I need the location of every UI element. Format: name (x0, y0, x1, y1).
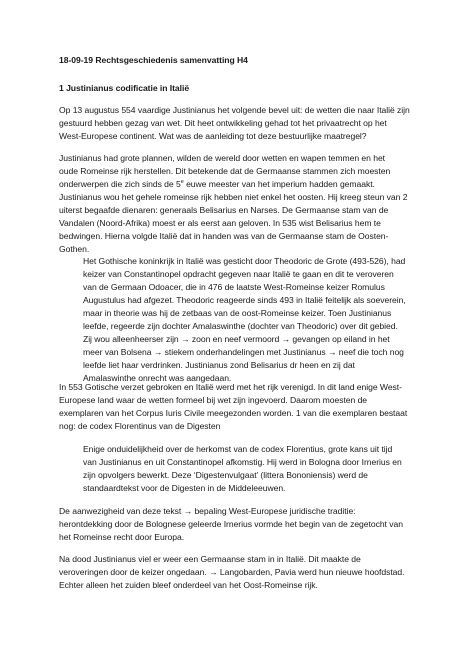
indented-line: meer van Bolsena → stiekem onderhandelingen met Justinianus → neef die toch nog (83, 347, 404, 357)
paragraph-line: West-Europese continent. Wat was de aanleiding tot deze bestuurlijke maatregel? (59, 131, 367, 141)
paragraph-line: In 553 Gotische verzet gebroken en Italië werd met het rijk verenigd. In dit land enige West- (59, 382, 402, 392)
paragraph-line: uiterst begaafde dienaren: generaals Belisarius en Narses. De Germaanse stam van de (59, 205, 389, 215)
paragraph-line: De aanwezigheid van deze tekst → bepaling West-Europese juridische traditie: (59, 506, 356, 516)
indented-line: maar in theorie was hij de zetbaas van de oost-Romeinse keizer. Toen Justinianus (83, 308, 392, 318)
paragraph-line: Vandalen (Noord-Afrika) moest er als eerst aan geloven. In 535 wist Belisarius hem te (59, 218, 381, 228)
indented-line: keizer van Constantinopel opdracht gegeven naar Italië te gaan en dit te veroveren (83, 269, 394, 279)
paragraph-line: veroveringen door de keizer ongedaan. → Langobarden, Pavia werd hun nieuwe hoofdstad. (59, 567, 405, 577)
paragraph-line: gestuurd hebben gezag van wet. Dit heet ontwikkeling gehad tot het privaatrecht op het (59, 118, 387, 128)
indented-line: van Justinianus en uit Constantinopel afkomstig. Hij werd in Bologna door Irnerius en (83, 457, 402, 467)
indented-line: leefde liet haar verdrinken. Justinianus zond Belisarius dr heen en zij dat (83, 360, 355, 370)
paragraph-line: bedwingen. Hierna volgde Italië dat in handen was van de Germaanse stam de Oosten- (59, 231, 389, 241)
section-heading: 1 Justinianus codificatie in Italië (59, 83, 190, 93)
paragraph-line: Gothen. (59, 244, 90, 254)
indented-line: zijn opvolgers bewerkt. Deze ‘Digestenvulgaat’ (littera Bononiensis) werd de (83, 470, 368, 480)
paragraph-line: Echter alleen het zuiden bleef onderdeel van het Oost-Romeinse rijk. (59, 580, 318, 590)
indented-line: Amalaswinthe onrecht was aangedaan. (83, 373, 232, 383)
paragraph-line: oude Romeinse rijk herstellen. Dit betekende dat de Germaanse stammen zich moesten (59, 166, 391, 176)
paragraph-line: Europese land waar de wetten formeel bij wet zijn ingevoerd. Daarom moesten de (59, 395, 368, 405)
indented-line: leefde, regeerde zijn dochter Amalaswinthe (dochter van Theodoric) over dit gebied. (83, 321, 398, 331)
paragraph-line: Na dood Justinianus viel er weer een Germaanse stam in in Italië. Dit maakte de (59, 554, 361, 564)
paragraph-line: Op 13 augustus 554 vaardige Justinianus het volgende bevel uit: de wetten die naar Italië zijn (59, 105, 410, 115)
paragraph-line: herontdekking door de Bolognese geleerde Irnerius vormde het begin van de zegetocht van (59, 519, 403, 529)
paragraph-line: nog: de codex Florentinus van de Digesten (59, 421, 221, 431)
paragraph-line: Justinianus wou het gehele romeinse rijk hebben niet enkel het oosten. Hij kreeg steun van 2 (59, 192, 408, 202)
indented-line: van de Germaan Odoacer, die in 476 de laatste West-Romeinse keizer Romulus (83, 282, 385, 292)
indented-line: Het Gothische koninkrijk in Italië was gesticht door Theodoric de Grote (493-526), had (83, 256, 406, 266)
indented-line: Zij wou alleenheerser zijn → zoon en neef vermoord → gevangen op eiland in het (83, 334, 390, 344)
paragraph-line: het Romeinse recht door Europa. (59, 532, 185, 542)
indented-line: Augustulus had afgezet. Theodoric reageerde sinds 493 in Italië feitelijk als soeverein, (83, 295, 406, 305)
superscript: e (180, 179, 184, 186)
paragraph-line: onderwerpen die zich sinds de 5e euwe meester van het imperium hadden gemaakt. (59, 179, 375, 189)
paragraph-line: Justinianus had grote plannen, wilden de wereld door wetten en wapen temmen en het (59, 153, 386, 163)
paragraph-line: exemplaren van het Corpus Iuris Civile meegezonden worden. 1 van die exemplaren bestaat (59, 408, 408, 418)
indented-line: Enige onduidelijkheid over de herkomst van de codex Florentius, grote kans uit tijd (83, 444, 393, 454)
document-title: 18-09-19 Rechtsgeschiedenis samenvatting H4 (59, 55, 248, 65)
indented-line: standaardtekst voor de Digesten in de Middeleeuwen. (83, 483, 286, 493)
